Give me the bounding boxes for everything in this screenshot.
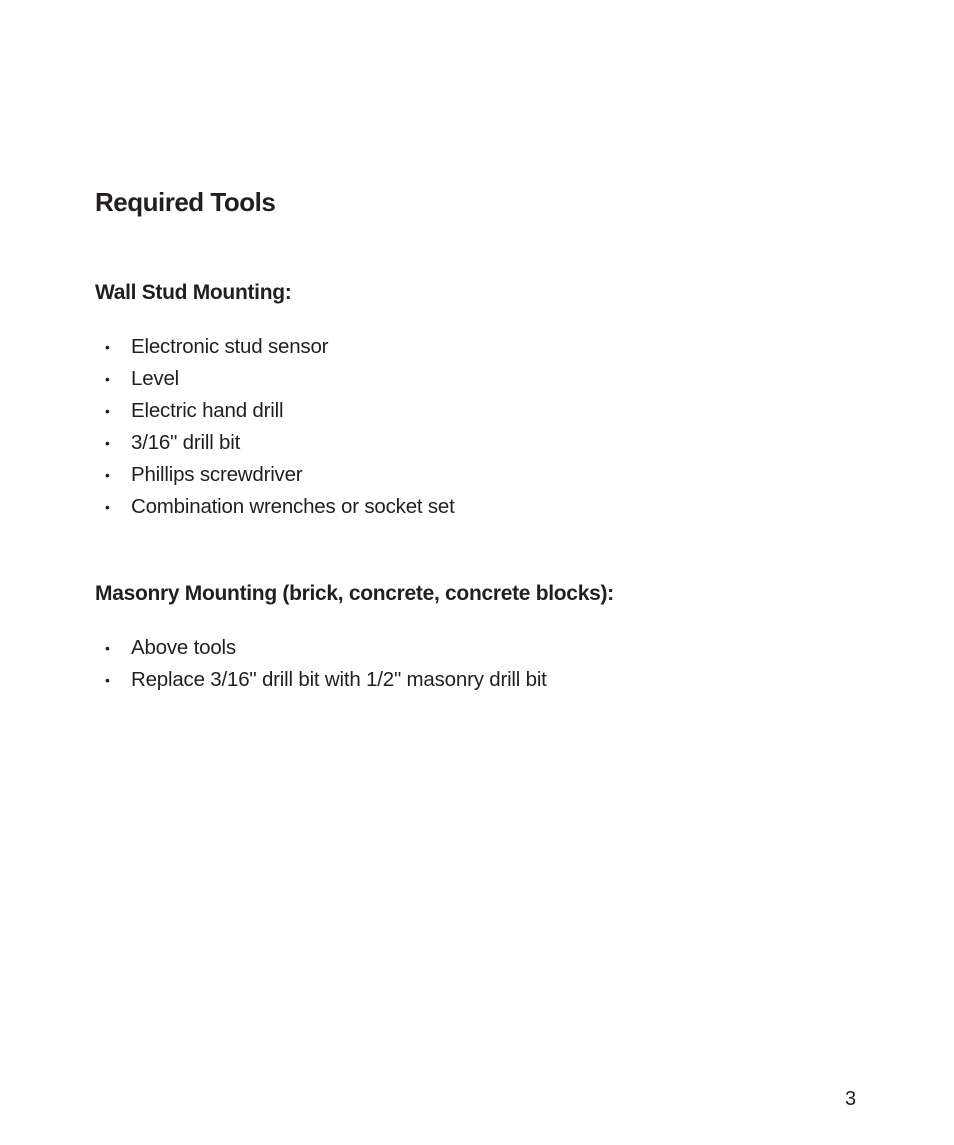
- list-item-text: Combination wrenches or socket set: [131, 495, 455, 518]
- list-item-text: 3/16" drill bit: [131, 431, 241, 454]
- section-heading-wall-stud-mounting: Wall Stud Mounting:: [95, 281, 292, 304]
- page-number: 3: [845, 1088, 857, 1110]
- bullet-icon: •: [105, 339, 110, 355]
- list-item-text: Phillips screwdriver: [131, 463, 303, 486]
- page-title: Required Tools: [95, 187, 276, 217]
- list-item-text: Above tools: [131, 636, 236, 659]
- bullet-icon: •: [105, 672, 110, 688]
- section-heading-masonry-mounting: Masonry Mounting (brick, concrete, concrete blocks):: [95, 582, 614, 605]
- bullet-icon: •: [105, 435, 110, 451]
- bullet-icon: •: [105, 371, 110, 387]
- bullet-icon: •: [105, 640, 110, 656]
- bullet-icon: •: [105, 403, 110, 419]
- list-item-text: Replace 3/16" drill bit with 1/2" masonry drill bit: [131, 668, 547, 691]
- bullet-icon: •: [105, 467, 110, 483]
- list-item-text: Electric hand drill: [131, 399, 284, 422]
- list-item-text: Electronic stud sensor: [131, 335, 329, 358]
- list-item-text: Level: [131, 367, 180, 390]
- bullet-icon: •: [105, 499, 110, 515]
